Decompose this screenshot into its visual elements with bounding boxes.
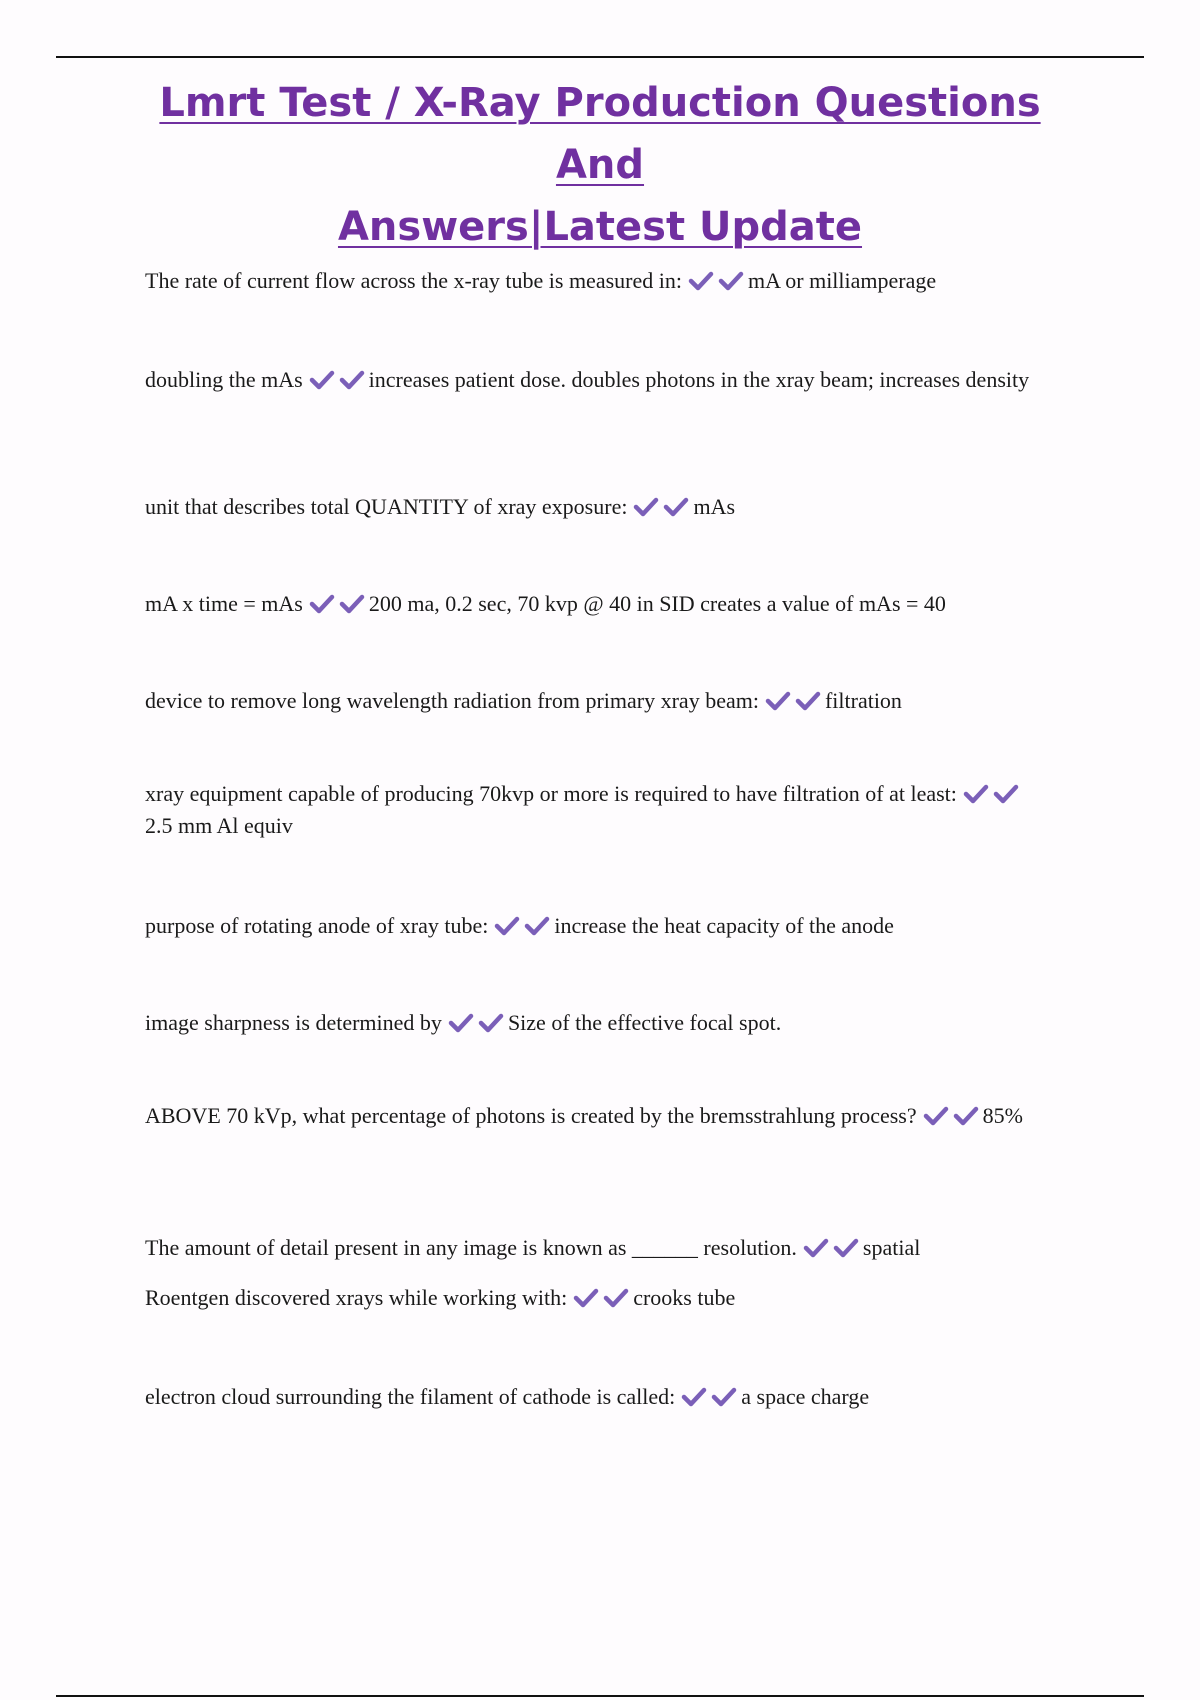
check-mark-icon: [993, 783, 1019, 805]
check-mark-icon: [573, 1287, 599, 1309]
check-mark-icon: [339, 593, 365, 615]
check-mark-icon: [494, 915, 520, 937]
bottom-rule: [56, 1695, 1144, 1697]
answer-text: increases patient dose. doubles photons in the xray beam; increases density: [368, 367, 1030, 392]
qa-item-9: [145, 1100, 1045, 1132]
qa-item-6: [145, 778, 1045, 842]
check-mark-icon: [663, 496, 689, 518]
question-text: ABOVE 70 kVp, what percentage of photons is created by the bremsstrahlung process?: [145, 1103, 917, 1128]
question-text: doubling the mAs: [145, 367, 303, 392]
answer-text: Size of the effective focal spot.: [507, 1010, 782, 1035]
answer-text: spatial: [862, 1235, 921, 1260]
answer-text: increase the heat capacity of the anode: [554, 913, 894, 938]
answer-text: crooks tube: [633, 1285, 736, 1310]
check-marks: [309, 593, 365, 615]
question-text: Roentgen discovered xrays while working with:: [145, 1285, 568, 1310]
question-text: unit that describes total QUANTITY of xray exposure:: [145, 494, 628, 519]
check-marks: [765, 690, 821, 712]
check-mark-icon: [524, 915, 550, 937]
qa-item-10: [145, 1232, 1045, 1264]
qa-item-1: [145, 265, 1045, 297]
question-text: The rate of current flow across the x-ray tube is measured in:: [145, 268, 682, 293]
question-text: xray equipment capable of producing 70kvp or more is required to have filtration of at least:: [145, 781, 957, 806]
answer-text: mA or milliamperage: [747, 268, 937, 293]
check-mark-icon: [923, 1105, 949, 1127]
answer-text: 85%: [982, 1103, 1023, 1128]
qa-item-5: [145, 685, 1045, 717]
check-marks: [681, 1386, 737, 1408]
qa-item-8: [145, 1007, 1045, 1039]
check-mark-icon: [603, 1287, 629, 1309]
check-mark-icon: [953, 1105, 979, 1127]
qa-item-3: [145, 491, 1045, 523]
title-line-1: Lmrt Test / X-Ray Production Questions And: [159, 80, 1041, 188]
question-text: mA x time = mAs: [145, 591, 303, 616]
check-mark-icon: [478, 1012, 504, 1034]
check-mark-icon: [963, 783, 989, 805]
answer-text: 2.5 mm Al equiv: [145, 813, 293, 838]
title-line-2: Answers|Latest Update: [337, 204, 863, 250]
check-marks: [573, 1287, 629, 1309]
check-mark-icon: [309, 369, 335, 391]
qa-item-4: [145, 588, 1045, 620]
check-marks: [923, 1105, 979, 1127]
qa-item-7: [145, 910, 1045, 942]
answer-text: filtration: [824, 688, 902, 713]
check-mark-icon: [833, 1237, 859, 1259]
qa-item-12: [145, 1381, 1045, 1413]
answer-text: 200 ma, 0.2 sec, 70 kvp @ 40 in SID creates a value of mAs = 40: [368, 591, 946, 616]
check-mark-icon: [688, 270, 714, 292]
check-mark-icon: [803, 1237, 829, 1259]
check-marks: [309, 369, 365, 391]
top-rule: [56, 56, 1144, 58]
check-mark-icon: [681, 1386, 707, 1408]
check-marks: [633, 496, 689, 518]
check-mark-icon: [309, 593, 335, 615]
check-marks: [448, 1012, 504, 1034]
answer-text: mAs: [693, 494, 736, 519]
document-title: [150, 72, 1050, 258]
answer-text: a space charge: [741, 1384, 870, 1409]
question-text: The amount of detail present in any image is known as ______ resolution.: [145, 1235, 797, 1260]
check-mark-icon: [448, 1012, 474, 1034]
check-marks: [803, 1237, 859, 1259]
check-marks: [688, 270, 744, 292]
question-text: electron cloud surrounding the filament of cathode is called:: [145, 1384, 676, 1409]
check-marks: [494, 915, 550, 937]
check-mark-icon: [711, 1386, 737, 1408]
question-text: purpose of rotating anode of xray tube:: [145, 913, 489, 938]
check-mark-icon: [339, 369, 365, 391]
check-mark-icon: [633, 496, 659, 518]
check-mark-icon: [765, 690, 791, 712]
question-text: image sharpness is determined by: [145, 1010, 442, 1035]
check-marks: [963, 783, 1019, 805]
question-text: device to remove long wavelength radiation from primary xray beam:: [145, 688, 759, 713]
check-mark-icon: [795, 690, 821, 712]
qa-item-11: [145, 1282, 1045, 1314]
check-mark-icon: [718, 270, 744, 292]
qa-item-2: [145, 364, 1045, 396]
